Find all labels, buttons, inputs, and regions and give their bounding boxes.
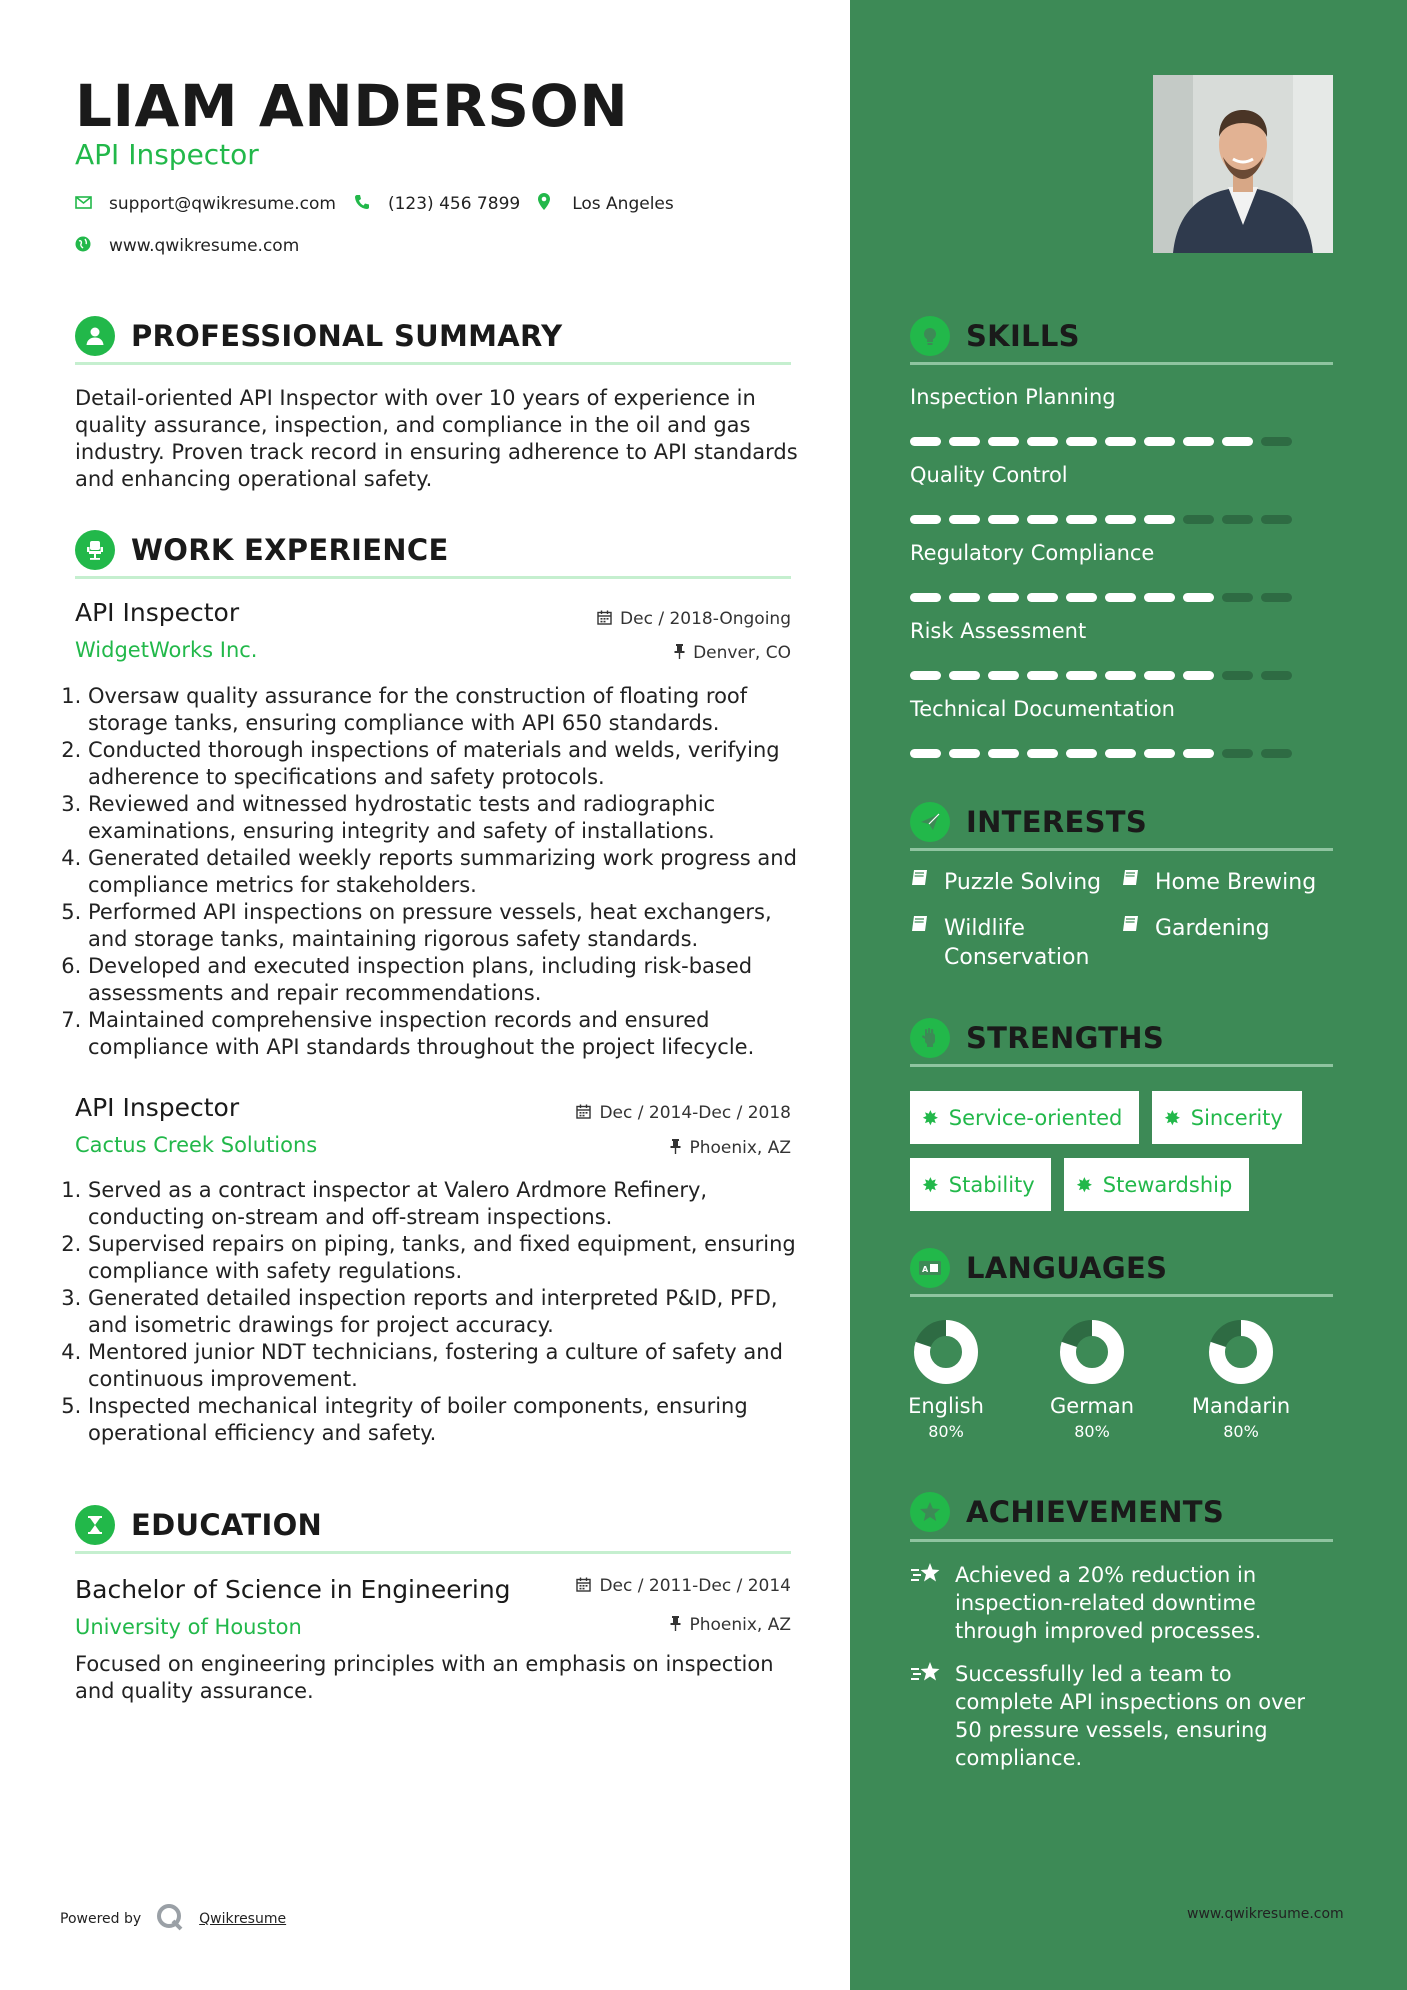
languages-title: LANGUAGES bbox=[966, 1251, 1168, 1285]
footer-powered-by bbox=[60, 1902, 286, 1936]
skill-segment bbox=[949, 749, 980, 758]
achievements-title: ACHIEVEMENTS bbox=[966, 1495, 1225, 1529]
skill-segment bbox=[1066, 749, 1097, 758]
skill-segment bbox=[988, 437, 1019, 446]
calendar-icon bbox=[597, 610, 612, 629]
achievements-divider bbox=[910, 1539, 1333, 1542]
list-item: 3. Reviewed and witnessed hydrostatic tests and radiographic examinations, ensuring integrity and safety of installations. bbox=[88, 791, 800, 845]
skill-segment bbox=[910, 437, 941, 446]
list-item: 4. Mentored junior NDT technicians, fostering a culture of safety and continuous improvement. bbox=[88, 1339, 800, 1393]
language-donut-3 bbox=[1207, 1318, 1275, 1386]
summary-text: Detail-oriented API Inspector with over 10 years of experience in quality assurance, inspection, and compliance in the oil and gas industry. Proven track record in ensuring adherence to API standards and enhancing operational safety. bbox=[75, 386, 798, 491]
skill-segment bbox=[949, 437, 980, 446]
skill-name-1: Inspection Planning bbox=[910, 385, 1116, 409]
interests-title: INTERESTS bbox=[966, 805, 1148, 839]
education-title: EDUCATION bbox=[131, 1508, 323, 1542]
skill-segment bbox=[1183, 593, 1214, 602]
skill-segment bbox=[910, 515, 941, 524]
skill-name-5: Technical Documentation bbox=[910, 697, 1175, 721]
skill-segment bbox=[1222, 515, 1253, 524]
skill-segment bbox=[1066, 593, 1097, 602]
interest-label: Home Brewing bbox=[1155, 870, 1317, 895]
skill-segment bbox=[1027, 515, 1058, 524]
job-1-date bbox=[491, 609, 791, 629]
paper-plane-icon bbox=[910, 802, 950, 842]
skill-name-2: Quality Control bbox=[910, 463, 1068, 487]
candidate-role: API Inspector bbox=[75, 138, 259, 171]
achievements-header bbox=[910, 1492, 1224, 1532]
skill-segment bbox=[1027, 437, 1058, 446]
strength-label: Service-oriented bbox=[948, 1105, 1123, 1130]
job-2-bullets bbox=[70, 1177, 800, 1447]
skill-segment bbox=[1027, 593, 1058, 602]
job-2-location-text: Phoenix, AZ bbox=[689, 1138, 791, 1158]
skill-bar-5 bbox=[910, 749, 1292, 758]
book-icon bbox=[910, 868, 944, 897]
strengths-header bbox=[910, 1018, 1164, 1058]
strength-label: Stewardship bbox=[1102, 1172, 1233, 1197]
education-date bbox=[491, 1576, 791, 1596]
skill-segment bbox=[1105, 749, 1136, 758]
skill-segment bbox=[1105, 515, 1136, 524]
list-item: 3. Generated detailed inspection reports and interpreted P&ID, PFD, and isometric drawings for project accuracy. bbox=[88, 1285, 800, 1339]
calendar-icon bbox=[576, 1577, 591, 1596]
skill-name-3: Regulatory Compliance bbox=[910, 541, 1155, 565]
list-item: 4. Generated detailed weekly reports summarizing work progress and compliance metrics for stakeholders. bbox=[88, 845, 800, 899]
footer-website[interactable]: www.qwikresume.com bbox=[1187, 1906, 1344, 1922]
education-divider bbox=[75, 1551, 791, 1554]
skill-segment bbox=[1105, 437, 1136, 446]
skill-segment bbox=[1222, 593, 1253, 602]
profile-photo bbox=[1153, 75, 1333, 253]
job-2-company: Cactus Creek Solutions bbox=[75, 1133, 318, 1157]
interest-item-3 bbox=[910, 914, 1110, 972]
location-text: Los Angeles bbox=[572, 193, 674, 214]
achievement-text: Successfully led a team to complete API inspections on over 50 pressure vessels, ensuring compliance. bbox=[955, 1662, 1306, 1770]
strength-chip-3 bbox=[910, 1158, 1051, 1211]
education-school: University of Houston bbox=[75, 1615, 302, 1639]
skill-segment bbox=[1066, 671, 1097, 680]
skill-segment bbox=[1144, 437, 1175, 446]
chair-icon bbox=[75, 530, 115, 570]
skill-segment bbox=[1183, 749, 1214, 758]
translate-icon bbox=[910, 1248, 950, 1288]
education-header bbox=[75, 1505, 322, 1545]
user-icon bbox=[75, 316, 115, 356]
phone-icon bbox=[354, 194, 388, 214]
phone-text: (123) 456 7899 bbox=[387, 193, 521, 214]
shooting-star-icon bbox=[910, 1660, 955, 1772]
book-icon bbox=[1121, 868, 1155, 897]
skill-segment bbox=[1222, 749, 1253, 758]
summary-divider bbox=[75, 362, 791, 365]
map-pin-icon bbox=[538, 193, 572, 214]
skill-bar-1 bbox=[910, 437, 1292, 446]
contact-email[interactable] bbox=[75, 194, 336, 214]
strengths-divider bbox=[910, 1064, 1333, 1067]
language-percent: 80% bbox=[1223, 1422, 1259, 1441]
skills-title: SKILLS bbox=[966, 319, 1080, 353]
job-2-date-text: Dec / 2014-Dec / 2018 bbox=[599, 1103, 791, 1123]
achievement-item-1 bbox=[910, 1561, 1330, 1645]
powered-by-text: Powered by bbox=[60, 1911, 142, 1927]
skill-bar-3 bbox=[910, 593, 1292, 602]
language-3 bbox=[1181, 1318, 1301, 1441]
shooting-star-icon bbox=[910, 1561, 955, 1645]
pushpin-icon bbox=[674, 644, 685, 663]
job-1-location-text: Denver, CO bbox=[693, 643, 791, 663]
list-item: 5. Inspected mechanical integrity of boiler components, ensuring operational efficiency and safety. bbox=[88, 1393, 800, 1447]
skill-segment bbox=[1027, 749, 1058, 758]
email-text: support@qwikresume.com bbox=[109, 193, 336, 214]
skill-segment bbox=[1066, 515, 1097, 524]
language-name: Mandarin bbox=[1191, 1394, 1291, 1418]
list-item: 5. Performed API inspections on pressure vessels, heat exchangers, and storage tanks, maintaining rigorous safety standards. bbox=[88, 899, 800, 953]
skill-segment bbox=[1222, 437, 1253, 446]
skill-segment bbox=[949, 671, 980, 680]
skill-segment bbox=[1222, 671, 1253, 680]
contact-row bbox=[75, 193, 692, 214]
contact-row-2 bbox=[75, 236, 317, 256]
interest-item-2 bbox=[1121, 868, 1341, 897]
skill-segment bbox=[988, 515, 1019, 524]
list-item: 2. Supervised repairs on piping, tanks, and fixed equipment, ensuring compliance with safety regulations. bbox=[88, 1231, 800, 1285]
summary-title: PROFESSIONAL SUMMARY bbox=[131, 319, 563, 353]
interests-divider bbox=[910, 848, 1333, 851]
book-icon bbox=[1121, 914, 1155, 943]
skill-segment bbox=[910, 749, 941, 758]
contact-website[interactable] bbox=[75, 236, 299, 256]
language-percent: 80% bbox=[928, 1422, 964, 1441]
skills-divider bbox=[910, 362, 1333, 365]
strength-chip-1 bbox=[910, 1091, 1139, 1144]
interest-label: Gardening bbox=[1155, 916, 1270, 941]
skill-segment bbox=[1183, 515, 1214, 524]
badge-star-icon: ✸ bbox=[1164, 1105, 1181, 1130]
skill-bar-2 bbox=[910, 515, 1292, 524]
list-item: 1. Oversaw quality assurance for the construction of floating roof storage tanks, ensuring compliance with API 650 standards. bbox=[88, 683, 800, 737]
education-date-text: Dec / 2011-Dec / 2014 bbox=[599, 1576, 791, 1596]
skill-segment bbox=[1183, 437, 1214, 446]
job-1-date-text: Dec / 2018-Ongoing bbox=[620, 609, 791, 629]
education-degree: Bachelor of Science in Engineering bbox=[75, 1575, 511, 1604]
language-2 bbox=[1032, 1318, 1152, 1441]
skill-bar-4 bbox=[910, 671, 1292, 680]
list-item: 1. Served as a contract inspector at Valero Ardmore Refinery, conducting on-stream and off-stream inspections. bbox=[88, 1177, 800, 1231]
job-2-location bbox=[491, 1138, 791, 1158]
skill-segment bbox=[1261, 749, 1292, 758]
skill-segment bbox=[1261, 437, 1292, 446]
strengths-title: STRENGTHS bbox=[966, 1021, 1165, 1055]
hand-icon bbox=[910, 1018, 950, 1058]
list-item: 6. Developed and executed inspection plans, including risk-based assessments and repair recommendations. bbox=[88, 953, 800, 1007]
achievement-item-2 bbox=[910, 1660, 1330, 1772]
job-1-location bbox=[491, 643, 791, 663]
language-donut-2 bbox=[1058, 1318, 1126, 1386]
strength-chip-4 bbox=[1064, 1158, 1249, 1211]
education-text: Focused on engineering principles with an emphasis on inspection and quality assurance. bbox=[75, 1652, 774, 1703]
skill-segment bbox=[1105, 593, 1136, 602]
summary-header bbox=[75, 316, 562, 356]
interest-item-1 bbox=[910, 868, 1110, 897]
strength-label: Sincerity bbox=[1190, 1105, 1283, 1130]
job-1-title: API Inspector bbox=[75, 598, 240, 627]
contact-phone[interactable] bbox=[354, 194, 520, 214]
contact-location bbox=[538, 193, 674, 214]
achievement-text: Achieved a 20% reduction in inspection-related downtime through improved processes. bbox=[955, 1563, 1262, 1643]
education-location-text: Phoenix, AZ bbox=[689, 1615, 791, 1635]
pushpin-icon bbox=[670, 1139, 681, 1158]
website-text: www.qwikresume.com bbox=[109, 236, 300, 256]
job-1-company: WidgetWorks Inc. bbox=[75, 638, 258, 662]
badge-star-icon: ✸ bbox=[1076, 1172, 1093, 1197]
skill-segment bbox=[1261, 671, 1292, 680]
skill-segment bbox=[1144, 515, 1175, 524]
language-percent: 80% bbox=[1074, 1422, 1110, 1441]
language-donut-1 bbox=[912, 1318, 980, 1386]
star-badge-icon bbox=[910, 1492, 950, 1532]
strength-label: Stability bbox=[948, 1172, 1035, 1197]
qwikresume-link[interactable]: Qwikresume bbox=[199, 1911, 287, 1927]
interest-label: Puzzle Solving bbox=[944, 870, 1102, 895]
languages-header bbox=[910, 1248, 1167, 1288]
lightbulb-icon bbox=[910, 316, 950, 356]
skill-segment bbox=[1261, 515, 1292, 524]
education-location bbox=[491, 1615, 791, 1635]
job-2-title: API Inspector bbox=[75, 1093, 240, 1122]
list-item: 7. Maintained comprehensive inspection records and ensured compliance with API standards throughout the project lifecycle. bbox=[88, 1007, 800, 1061]
experience-divider bbox=[75, 576, 791, 579]
skill-segment bbox=[1261, 593, 1292, 602]
graduate-icon bbox=[75, 1505, 115, 1545]
envelope-icon bbox=[75, 194, 109, 213]
qwikresume-logo-icon bbox=[155, 1902, 185, 1936]
svg-text:A: A bbox=[922, 1265, 929, 1274]
job-1-bullets bbox=[70, 683, 800, 1061]
skill-name-4: Risk Assessment bbox=[910, 619, 1087, 643]
skill-segment bbox=[1183, 671, 1214, 680]
skill-segment bbox=[910, 671, 941, 680]
interests-header bbox=[910, 802, 1147, 842]
candidate-name: LIAM ANDERSON bbox=[75, 72, 629, 140]
skills-header bbox=[910, 316, 1080, 356]
skill-segment bbox=[949, 593, 980, 602]
badge-star-icon: ✸ bbox=[922, 1172, 939, 1197]
skill-segment bbox=[1027, 671, 1058, 680]
interest-item-4 bbox=[1121, 914, 1341, 943]
pushpin-icon bbox=[670, 1616, 681, 1635]
interest-label: Wildlife Conservation bbox=[944, 916, 1090, 970]
book-icon bbox=[910, 914, 944, 972]
skill-segment bbox=[1144, 671, 1175, 680]
skill-segment bbox=[988, 749, 1019, 758]
calendar-icon bbox=[576, 1104, 591, 1123]
language-1 bbox=[886, 1318, 1006, 1441]
skill-segment bbox=[1144, 593, 1175, 602]
languages-divider bbox=[910, 1294, 1333, 1297]
experience-title: WORK EXPERIENCE bbox=[131, 533, 449, 567]
skill-segment bbox=[1144, 749, 1175, 758]
skill-segment bbox=[1066, 437, 1097, 446]
language-name: English bbox=[908, 1394, 984, 1418]
strength-chip-2 bbox=[1152, 1091, 1302, 1144]
language-name: German bbox=[1049, 1394, 1135, 1418]
job-2-date bbox=[491, 1103, 791, 1123]
badge-star-icon: ✸ bbox=[922, 1105, 939, 1130]
skill-segment bbox=[988, 593, 1019, 602]
list-item: 2. Conducted thorough inspections of materials and welds, verifying adherence to specifications and safety protocols. bbox=[88, 737, 800, 791]
skill-segment bbox=[910, 593, 941, 602]
skill-segment bbox=[1105, 671, 1136, 680]
globe-icon bbox=[75, 236, 109, 256]
experience-header bbox=[75, 530, 449, 570]
skill-segment bbox=[988, 671, 1019, 680]
skill-segment bbox=[949, 515, 980, 524]
